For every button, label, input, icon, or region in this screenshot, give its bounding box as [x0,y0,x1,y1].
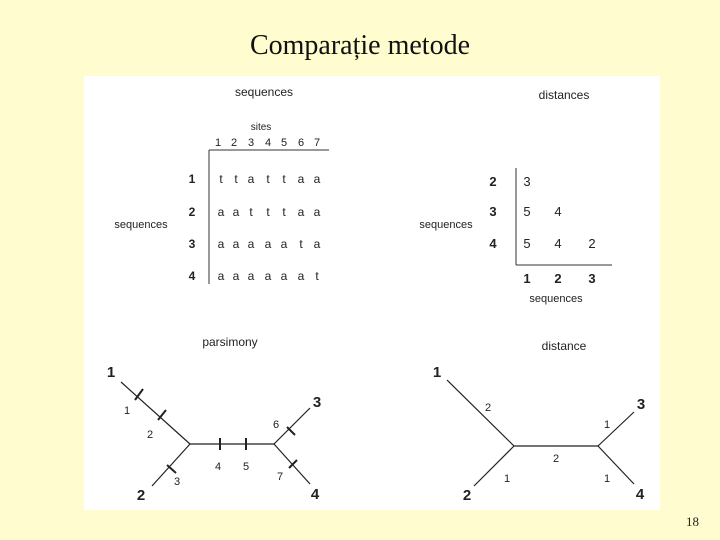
site-cell: t [234,172,238,186]
distance-tree-leaf: 3 [636,396,646,413]
sequence-row [189,205,321,219]
site-number: 6 [297,137,305,149]
slide-number: 18 [686,514,699,529]
site-cell: t [249,205,253,219]
distances-col-axis-label: sequences [529,293,583,305]
figure-canvas [84,76,660,510]
branch-length-label: 2 [484,402,492,414]
parsimony-leaf: 3 [312,394,322,411]
distance-tree-leaf: 4 [635,486,645,503]
site-mark-label: 7 [276,471,284,483]
site-cell: a [217,237,225,251]
site-number-header [215,137,320,149]
site-number: 1 [214,137,222,149]
site-cell: a [232,205,240,219]
site-cell: a [313,237,321,251]
parsimony-leaf: 4 [310,486,320,503]
site-number: 2 [230,137,238,149]
parsimony-panel-title: parsimony [202,335,258,349]
sequences-panel-title: sequences [234,85,294,99]
site-cell: a [247,269,255,283]
sequence-id: 4 [188,269,196,283]
parsimony-leaf: 2 [136,487,146,504]
distance-tree-branches [447,380,634,486]
site-mark-label: 4 [214,461,222,473]
site-cell: a [297,172,305,186]
site-cell: a [232,269,240,283]
distance-branch-1 [447,380,514,446]
site-cell: a [217,205,225,219]
distance-row-id: 3 [489,204,497,219]
distance-cell: 3 [523,174,531,189]
site-cell: t [299,237,303,251]
distance-cell: 4 [554,204,562,219]
slide-title: Comparație metode [249,30,471,61]
distance-tree-leaf: 2 [462,487,472,504]
distance-col-id: 3 [588,271,596,286]
sequence-row [189,172,321,186]
site-change-tick [167,465,176,473]
site-cell: t [315,269,319,283]
site-cell: t [282,172,286,186]
site-mark-label: 2 [146,429,154,441]
distance-cell: 2 [588,236,596,251]
site-cell: t [266,205,270,219]
site-cell: a [247,237,255,251]
site-cell: a [297,205,305,219]
site-cell: a [280,237,288,251]
sequence-row [189,269,320,283]
site-change-tick [287,427,295,435]
site-cell: a [280,269,288,283]
site-cell: a [232,237,240,251]
sites-label: sites [250,122,272,133]
site-number: 3 [247,137,255,149]
site-mark-label: 5 [242,461,250,473]
site-cell: t [219,172,223,186]
site-mark-label: 3 [173,476,181,488]
site-number: 7 [313,137,321,149]
parsimony-leaf: 1 [106,364,116,381]
distance-tree-leaf: 1 [432,364,442,381]
branch-length-label: 1 [603,419,611,431]
distance-cell: 5 [523,236,531,251]
distance-col-id: 1 [523,271,531,286]
site-cell: a [247,172,255,186]
distances-panel-title: distances [538,88,590,102]
distance-col-id: 2 [554,271,562,286]
branch-length-label: 1 [503,473,511,485]
parsimony-branch-1 [121,382,190,444]
site-cell: t [266,172,270,186]
distance-cell: 5 [523,204,531,219]
distance-row-id: 2 [489,174,497,189]
parsimony-branch-2 [152,444,190,486]
phylogeny-figure [84,76,660,510]
site-number: 5 [280,137,288,149]
site-cell: t [282,205,286,219]
distance-row-id: 4 [489,236,497,251]
site-number: 4 [264,137,272,149]
site-cell: a [297,269,305,283]
branch-length-label: 1 [603,473,611,485]
sequence-id: 3 [188,237,196,251]
sequence-id: 1 [188,172,196,186]
site-mark-label: 1 [123,405,131,417]
sequences-row-axis-label: sequences [114,219,168,231]
branch-length-label: 2 [552,453,560,465]
site-mark-label: 6 [272,419,280,431]
site-cell: a [217,269,225,283]
site-cell: a [264,269,272,283]
distance-tree-panel-title: distance [541,339,587,353]
sequence-id: 2 [188,205,196,219]
distances-row-axis-label: sequences [419,219,473,231]
sequence-row [189,237,321,251]
site-cell: a [313,205,321,219]
site-cell: a [313,172,321,186]
site-cell: a [264,237,272,251]
distance-cell: 4 [554,236,562,251]
parsimony-branch-3 [274,408,310,444]
